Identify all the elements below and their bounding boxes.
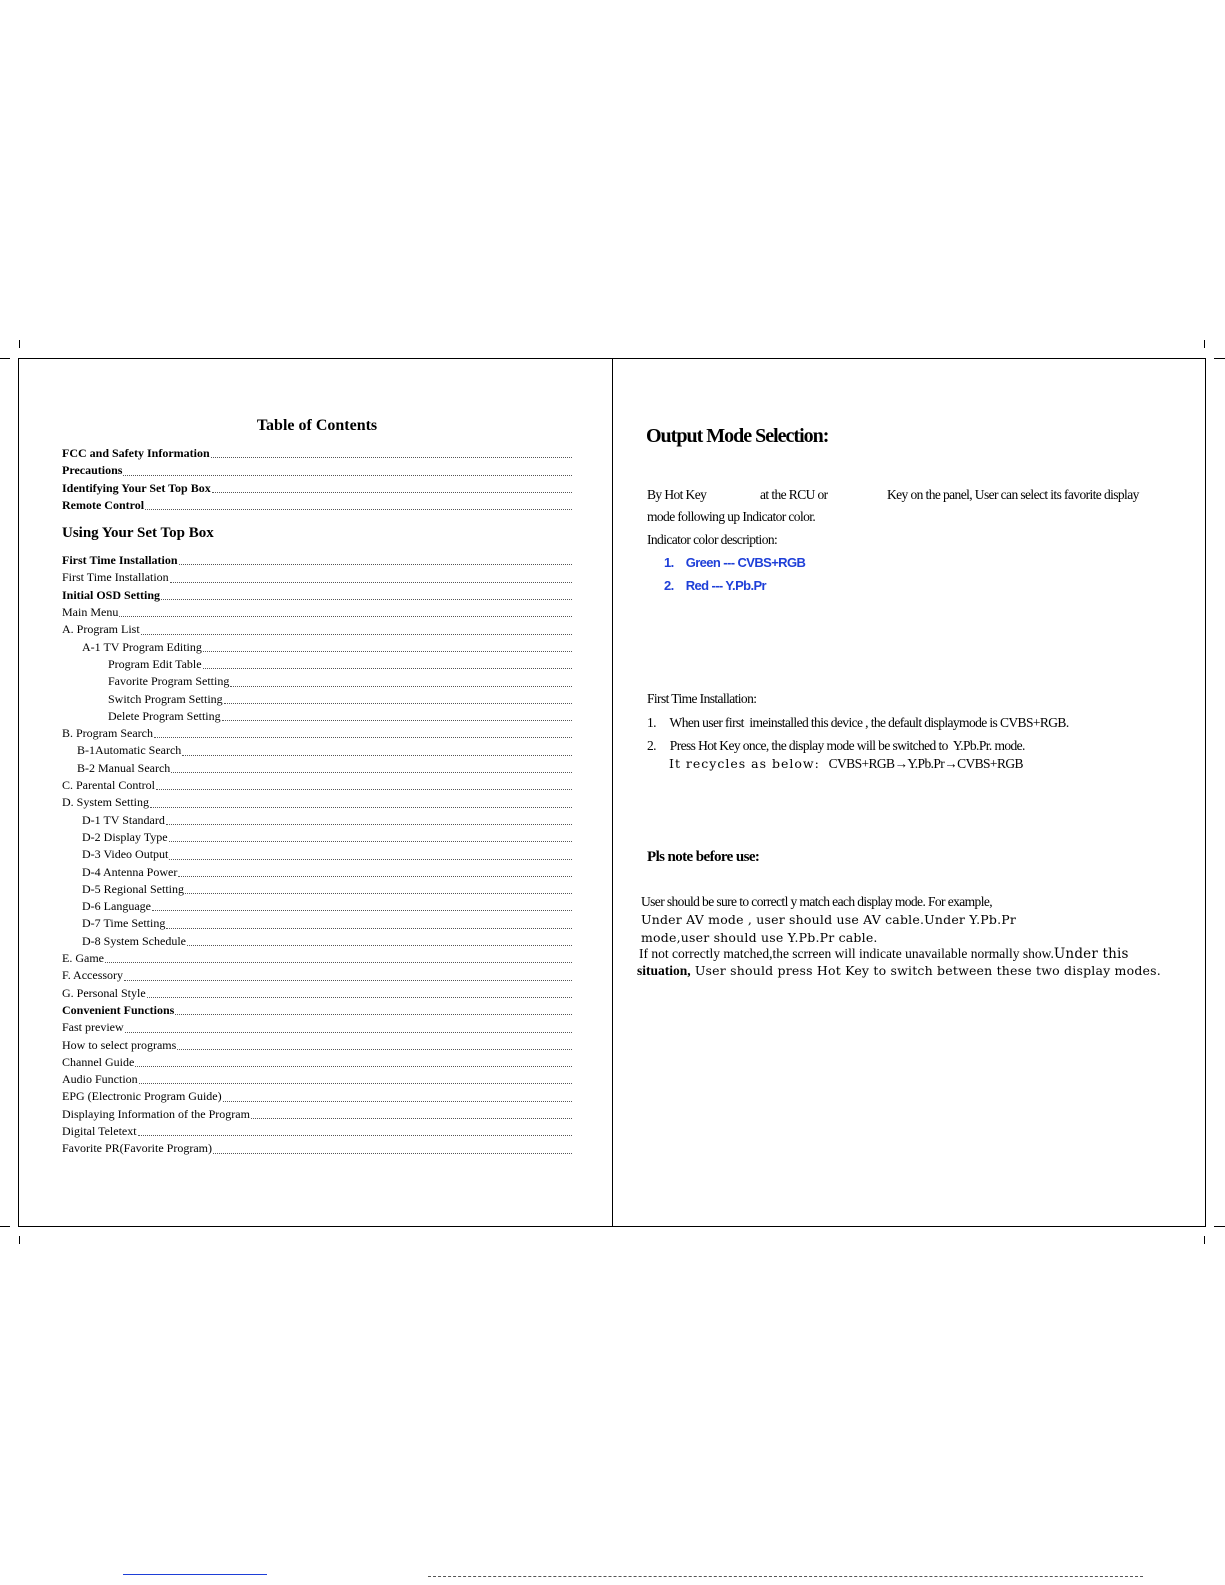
note-line-4-b: Under this xyxy=(1053,946,1129,962)
toc-entry[interactable] xyxy=(62,673,572,690)
crop-mark xyxy=(19,340,20,348)
note-line-4-a: If not correctly matched,the scrreen will indicate unavailable normally show. xyxy=(639,946,1054,961)
recycle-sequence: CVBS+RGB→Y.Pb.Pr→CVBS+RGB xyxy=(828,756,1023,771)
toc-entry-label: D-1 TV Standard xyxy=(82,812,165,827)
toc-entry[interactable] xyxy=(62,967,572,984)
bottom-rule xyxy=(123,1574,267,1575)
toc-entry-label: Audio Function xyxy=(62,1072,138,1087)
toc-entry[interactable] xyxy=(62,950,572,967)
crop-mark xyxy=(1214,358,1225,359)
toc-entry[interactable] xyxy=(62,985,572,1002)
toc-entry[interactable] xyxy=(62,915,572,932)
crop-mark xyxy=(1204,1236,1205,1244)
toc-dot-leader xyxy=(223,1101,572,1102)
page-divider xyxy=(612,359,613,1226)
toc-dot-leader xyxy=(177,1049,572,1050)
toc-entry-label: D-6 Language xyxy=(82,899,151,914)
toc-dot-leader xyxy=(124,980,572,981)
note-line-1: User should be sure to correctl y match each display mode. For example, xyxy=(641,894,993,909)
toc-entry-label: First Time Installation xyxy=(62,570,169,585)
note-line-5 xyxy=(637,963,1161,979)
toc-entry-label: Channel Guide xyxy=(62,1054,135,1069)
toc-entry[interactable] xyxy=(62,587,572,604)
toc-entry-label: Program Edit Table xyxy=(108,656,202,671)
toc-entry-label: FCC and Safety Information xyxy=(62,446,210,460)
toc-dot-leader xyxy=(105,962,572,963)
toc-entry-label: B. Program Search xyxy=(62,726,153,741)
toc-entry[interactable] xyxy=(62,1002,572,1019)
toc-entry-label: D-3 Video Output xyxy=(82,847,169,862)
toc-entry-label: E. Game xyxy=(62,951,104,966)
toc-entry[interactable] xyxy=(62,621,572,638)
toc-dot-leader xyxy=(141,634,572,635)
toc-entry-label: D-8 System Schedule xyxy=(82,933,186,948)
toc-entry-label: Precautions xyxy=(62,463,123,478)
recycle-label: It recycles as below: xyxy=(669,756,820,771)
toc-dot-leader xyxy=(203,668,572,669)
toc-entry[interactable] xyxy=(62,1054,572,1071)
install-step-1: 1. When user first imeinstalled this device , the default displaymode is CVBS+RGB. xyxy=(647,715,1069,730)
toc-entry-label: Convenient Functions xyxy=(62,1002,175,1017)
toc-entry[interactable] xyxy=(62,462,572,479)
crop-mark xyxy=(0,1226,10,1227)
toc-dot-leader xyxy=(175,1014,572,1015)
toc-dot-leader xyxy=(147,997,572,998)
toc-dot-leader xyxy=(230,686,572,687)
indicator-item-green: 1. Green --- CVBS+RGB xyxy=(664,555,806,570)
toc-dot-leader xyxy=(212,492,572,493)
crop-mark xyxy=(0,358,10,359)
note-line-2: Under AV mode , user should use AV cable.Under Y.Pb.Pr xyxy=(641,912,1017,927)
install-step-3 xyxy=(669,756,1023,772)
toc-dot-leader xyxy=(138,1135,572,1136)
toc-entry-label: D-7 Time Setting xyxy=(82,916,166,931)
toc-dot-leader xyxy=(185,893,572,894)
toc-dot-leader xyxy=(171,772,572,773)
toc-dot-leader xyxy=(178,876,572,877)
toc-group-main xyxy=(62,552,572,1157)
toc-section-heading: Using Your Set Top Box xyxy=(62,525,214,542)
toc-entry-label: Remote Control xyxy=(62,497,145,512)
toc-dot-leader xyxy=(224,703,572,704)
toc-entry[interactable] xyxy=(62,480,572,497)
toc-entry[interactable] xyxy=(62,1071,572,1088)
toc-entry-label: Identifying Your Set Top Box xyxy=(62,480,211,495)
toc-entry-label: Fast preview xyxy=(62,1020,124,1035)
toc-dot-leader xyxy=(169,841,572,842)
toc-entry[interactable] xyxy=(62,742,572,759)
toc-entry[interactable] xyxy=(62,933,572,950)
toc-entry[interactable] xyxy=(62,794,572,811)
note-line-4 xyxy=(639,946,1129,962)
hotkey-text-a: By Hot Key xyxy=(647,487,707,502)
toc-entry-label: Favorite PR(Favorite Program) xyxy=(62,1141,212,1156)
toc-dot-leader xyxy=(135,1066,572,1067)
toc-dot-leader xyxy=(161,599,572,600)
toc-entry-label: D-5 Regional Setting xyxy=(82,881,184,896)
toc-entry-label: Digital Teletext xyxy=(62,1123,137,1138)
toc-entry-label: C. Parental Control xyxy=(62,778,155,793)
toc-dot-leader xyxy=(211,457,572,458)
toc-entry[interactable] xyxy=(62,812,572,829)
toc-entry[interactable] xyxy=(62,829,572,846)
toc-dot-leader xyxy=(166,928,572,929)
note-line-5-b: User should press Hot Key to switch between these two display modes. xyxy=(690,963,1161,978)
toc-entry-label: First Time Installation xyxy=(62,553,178,568)
toc-dot-leader xyxy=(251,1118,572,1119)
toc-entry-label: A-1 TV Program Editing xyxy=(82,639,202,654)
toc-entry-label: A. Program List xyxy=(62,622,140,637)
toc-entry[interactable] xyxy=(62,1088,572,1105)
toc-dot-leader xyxy=(156,789,572,790)
toc-entry[interactable] xyxy=(62,604,572,621)
bottom-dashed-rule xyxy=(428,1576,1143,1577)
toc-title: Table of Contents xyxy=(256,417,378,434)
toc-dot-leader xyxy=(123,475,572,476)
install-heading: First Time Installation: xyxy=(647,691,757,706)
toc-dot-leader xyxy=(213,1153,572,1154)
output-title: Output Mode Selection: xyxy=(646,425,829,447)
toc-dot-leader xyxy=(182,755,572,756)
toc-page xyxy=(62,417,572,1158)
toc-group-intro xyxy=(62,445,572,514)
toc-dot-leader xyxy=(179,564,572,565)
toc-dot-leader xyxy=(170,582,572,583)
note-line-5-a: situation, xyxy=(637,963,691,978)
toc-dot-leader xyxy=(222,720,572,721)
toc-entry[interactable] xyxy=(62,569,572,586)
toc-entry-label: Switch Program Setting xyxy=(108,691,223,706)
toc-entry-label: G. Personal Style xyxy=(62,985,146,1000)
indicator-item-red: 2. Red --- Y.Pb.Pr xyxy=(664,578,767,593)
crop-mark xyxy=(19,1236,20,1244)
toc-entry-label: B-1Automatic Search xyxy=(77,743,182,758)
toc-entry[interactable] xyxy=(62,656,572,673)
toc-entry[interactable] xyxy=(62,639,572,656)
toc-dot-leader xyxy=(203,651,572,652)
toc-dot-leader xyxy=(150,807,572,808)
toc-entry[interactable] xyxy=(62,1123,572,1140)
toc-entry-label: How to select programs xyxy=(62,1037,177,1052)
crop-mark xyxy=(1214,1226,1225,1227)
toc-entry-label: Displaying Information of the Program xyxy=(62,1106,250,1121)
toc-dot-leader xyxy=(166,824,572,825)
indicator-desc-line: Indicator color description: xyxy=(647,532,778,547)
toc-entry[interactable] xyxy=(62,445,572,462)
toc-entry-label: D-4 Antenna Power xyxy=(82,864,178,879)
toc-dot-leader xyxy=(119,616,572,617)
toc-entry[interactable] xyxy=(62,864,572,881)
toc-entry[interactable] xyxy=(62,1140,572,1157)
toc-entry[interactable] xyxy=(62,1019,572,1036)
toc-entry[interactable] xyxy=(62,708,572,725)
crop-mark xyxy=(1204,340,1205,348)
note-line-3: mode,user should use Y.Pb.Pr cable. xyxy=(641,930,878,945)
hotkey-line xyxy=(647,487,1187,503)
toc-entry-label: Initial OSD Setting xyxy=(62,587,161,602)
toc-entry-label: EPG (Electronic Program Guide) xyxy=(62,1089,222,1104)
toc-entry[interactable] xyxy=(62,552,572,569)
toc-entry[interactable] xyxy=(62,497,572,514)
toc-dot-leader xyxy=(169,859,572,860)
toc-dot-leader xyxy=(152,910,572,911)
toc-entry[interactable] xyxy=(62,881,572,898)
toc-entry[interactable] xyxy=(62,1106,572,1123)
toc-entry-label: F. Accessory xyxy=(62,968,124,983)
toc-entry[interactable] xyxy=(62,777,572,794)
toc-entry-label: Delete Program Setting xyxy=(108,708,221,723)
toc-entry-label: Main Menu xyxy=(62,605,119,620)
toc-entry-label: D. System Setting xyxy=(62,795,150,810)
booklet-spread xyxy=(18,358,1206,1227)
hotkey-text-c: Key on the panel, User can select its favorite display xyxy=(887,487,1139,502)
toc-entry[interactable] xyxy=(62,691,572,708)
toc-dot-leader xyxy=(154,737,572,738)
toc-dot-leader xyxy=(125,1032,572,1033)
toc-entry[interactable] xyxy=(62,760,572,777)
toc-entry-label: Favorite Program Setting xyxy=(108,674,230,689)
toc-entry[interactable] xyxy=(62,846,572,863)
toc-entry-label: B-2 Manual Search xyxy=(77,760,171,775)
toc-entry[interactable] xyxy=(62,898,572,915)
mode-follow-line: mode following up Indicator color. xyxy=(647,509,816,524)
hotkey-text-b: at the RCU or xyxy=(760,487,828,502)
toc-entry[interactable] xyxy=(62,725,572,742)
note-title: Pls note before use: xyxy=(647,849,760,865)
toc-entry-label: D-2 Display Type xyxy=(82,829,168,844)
install-step-2: 2. Press Hot Key once, the display mode will be switched to Y.Pb.Pr. mode. xyxy=(647,738,1025,753)
toc-entry[interactable] xyxy=(62,1037,572,1054)
toc-dot-leader xyxy=(187,945,572,946)
toc-dot-leader xyxy=(145,509,572,510)
toc-dot-leader xyxy=(139,1083,572,1084)
